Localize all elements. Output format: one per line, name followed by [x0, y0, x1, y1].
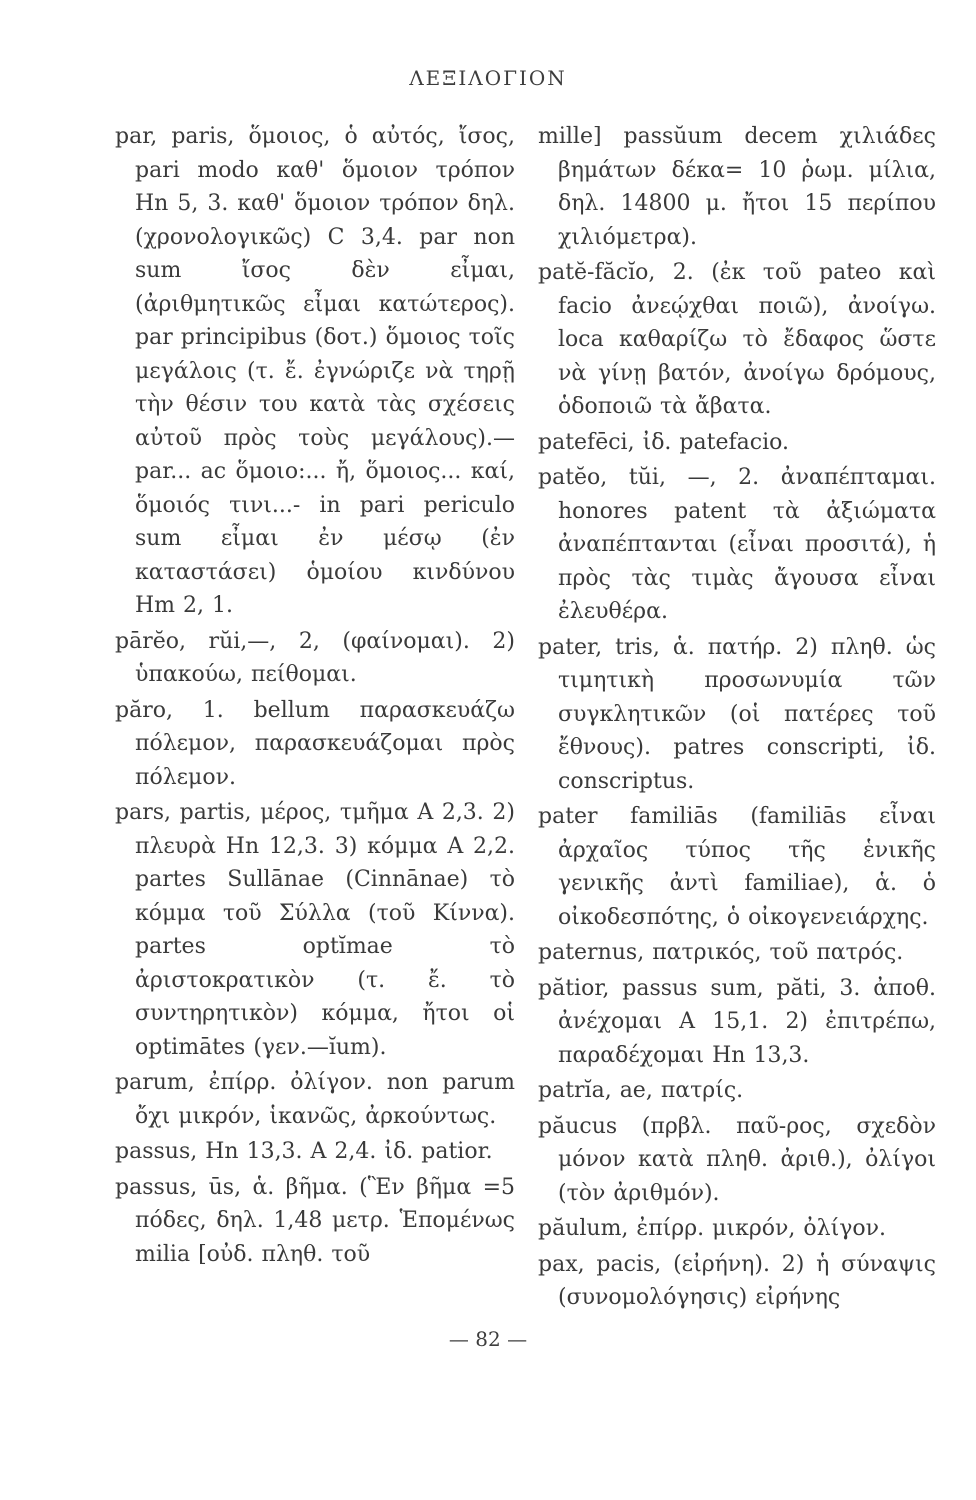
left-column: [115, 120, 515, 1273]
dictionary-entry: paternus, πατρικός, τοῦ πατρός.: [538, 940, 904, 965]
page-title: ΛΕΞΙΛΟΓΙΟΝ: [409, 66, 567, 90]
dictionary-entry: passus, Ηn 13,3. Α 2,4. ἰδ. patior.: [115, 1139, 493, 1164]
dictionary-entry: pater familiās (familiās εἶναι ἀρχαῖος τύπος τῆς ἑνικῆς γενικῆς ἀντὶ familiae), ἁ. ὁ οἰκοδεσπότης, ὁ οἰκογενειάρχης.: [538, 804, 936, 930]
dictionary-entry: patrĭa, ae, πατρίς.: [538, 1078, 744, 1103]
dictionary-entry: păulum, ἐπίρρ. μικρόν, ὀλίγον.: [538, 1216, 886, 1241]
dictionary-entry: parum, ἐπίρρ. ὀλίγον. non parum ὄχι μικρόν, ἱκανῶς, ἀρκούντως.: [115, 1070, 515, 1129]
dictionary-entry: păro, 1. bellum παρασκευάζω πόλεμον, παρασκευάζομαι πρὸς πόλεμον.: [115, 697, 515, 790]
dictionary-entry: patĕo, tŭi, —, 2. ἀναπέπταμαι. honores patent τὰ ἀξιώματα ἀναπέπτανται (εἶναι προσιτά), ἡ πρὸς τὰς τιμὰς ἄγουσα εἶναι ἐλευθέρα.: [538, 465, 936, 624]
dictionary-entry: păucus (πρβλ. παῦ-ρος, σχεδὸν μόνον κατὰ πληθ. ἀριθ.), ὀλίγοι (τὸν ἀριθμόν).: [538, 1113, 936, 1206]
page-number: — 82 —: [448, 1327, 528, 1351]
dictionary-entry: pars, partis, μέρος, τμῆμα Α 2,3. 2) πλευρὰ Ηn 12,3. 3) κόμμα Α 2,2. partes Sullānae (Cinnānae) τὸ κόμμα τοῦ Σύλλα (τοῦ Κίννα). partes optĭmae τὸ ἀριστοκρατικὸν (τ. ἔ. τὸ συντηρητικὸν) κόμμα, ἤτοι οἱ optimātes (γεν.—ĭum).: [115, 800, 515, 1060]
dictionary-entry: pătior, passus sum, păti, 3. ἀποθ. ἀνέχομαι Α 15,1. 2) ἐπιτρέπω, παραδέχομαι Ηn 13,3.: [538, 975, 936, 1068]
dictionary-entry: pārĕo, rŭi,—, 2, (φαίνομαι). 2) ὑπακούω, πείθομαι.: [115, 628, 515, 687]
dictionary-entry: pater, tris, ἁ. πατήρ. 2) πληθ. ὡς τιμητικὴ προσωνυμία τῶν συγκλητικῶν (οἱ πατέρες τοῦ ἔθνους). patres conscripti, ἰδ. conscriptus.: [538, 634, 936, 794]
right-column: [538, 120, 936, 1317]
dictionary-entry: par, paris, ὅμοιος, ὁ αὐτός, ἴσος, pari modo καθ' ὅμοιον τρόπον Ηn 5, 3. καθ' ὅμοιον τρόπον δηλ. (χρονολογικῶς) C 3,4. par non sum ἴσος δὲν εἶμαι, (ἀριθμητικῶς εἶμαι κατώτερος). par principibus (δοτ.) ὅμοιος τοῖς μεγάλοις (τ. ἔ. ἐγνώριζε νὰ τηρῇ τὴν θέσιν του κατὰ τὰς σχέσεις αὐτοῦ πρὸς τοὺς μεγάλους).— par... ac ὅμοιο:... ἤ, ὅμοιος... καί, ὅμοιός τινι...- in pari periculo sum εἶμαι ἐν μέσῳ (ἐν καταστάσει) ὁμοίου κινδύνου Ηm 2, 1.: [115, 124, 515, 618]
dictionary-entry: patĕ-făcĭo, 2. (ἐκ τοῦ pateo καὶ facio ἀνεῴχθαι ποιῶ), ἀνοίγω. loca καθαρίζω τὸ ἔδαφος ὥστε νὰ γίνῃ βατόν, ἀνοίγω δρόμους, ὁδοποιῶ τὰ ἄβατα.: [538, 260, 936, 419]
dictionary-entry: passus, ūs, ἁ. βῆμα. (Ἓν βῆμα =5 πόδες, δηλ. 1,48 μετρ. Ἑπομένως milia [οὐδ. πληθ. τοῦ: [115, 1174, 515, 1267]
dictionary-entry: patefēci, ἰδ. patefacio.: [538, 429, 789, 455]
dictionary-entry: pax, pacis, (εἰρήνη). 2) ἡ σύναψις (συνομολόγησις) εἰρήνης: [538, 1251, 936, 1310]
dictionary-entry: mille] passŭum decem χιλιάδες βημάτων δέκα= 10 ῥωμ. μίλια, δηλ. 14800 μ. ἤτοι 15 περίπου χιλιόμετρα).: [538, 124, 936, 250]
